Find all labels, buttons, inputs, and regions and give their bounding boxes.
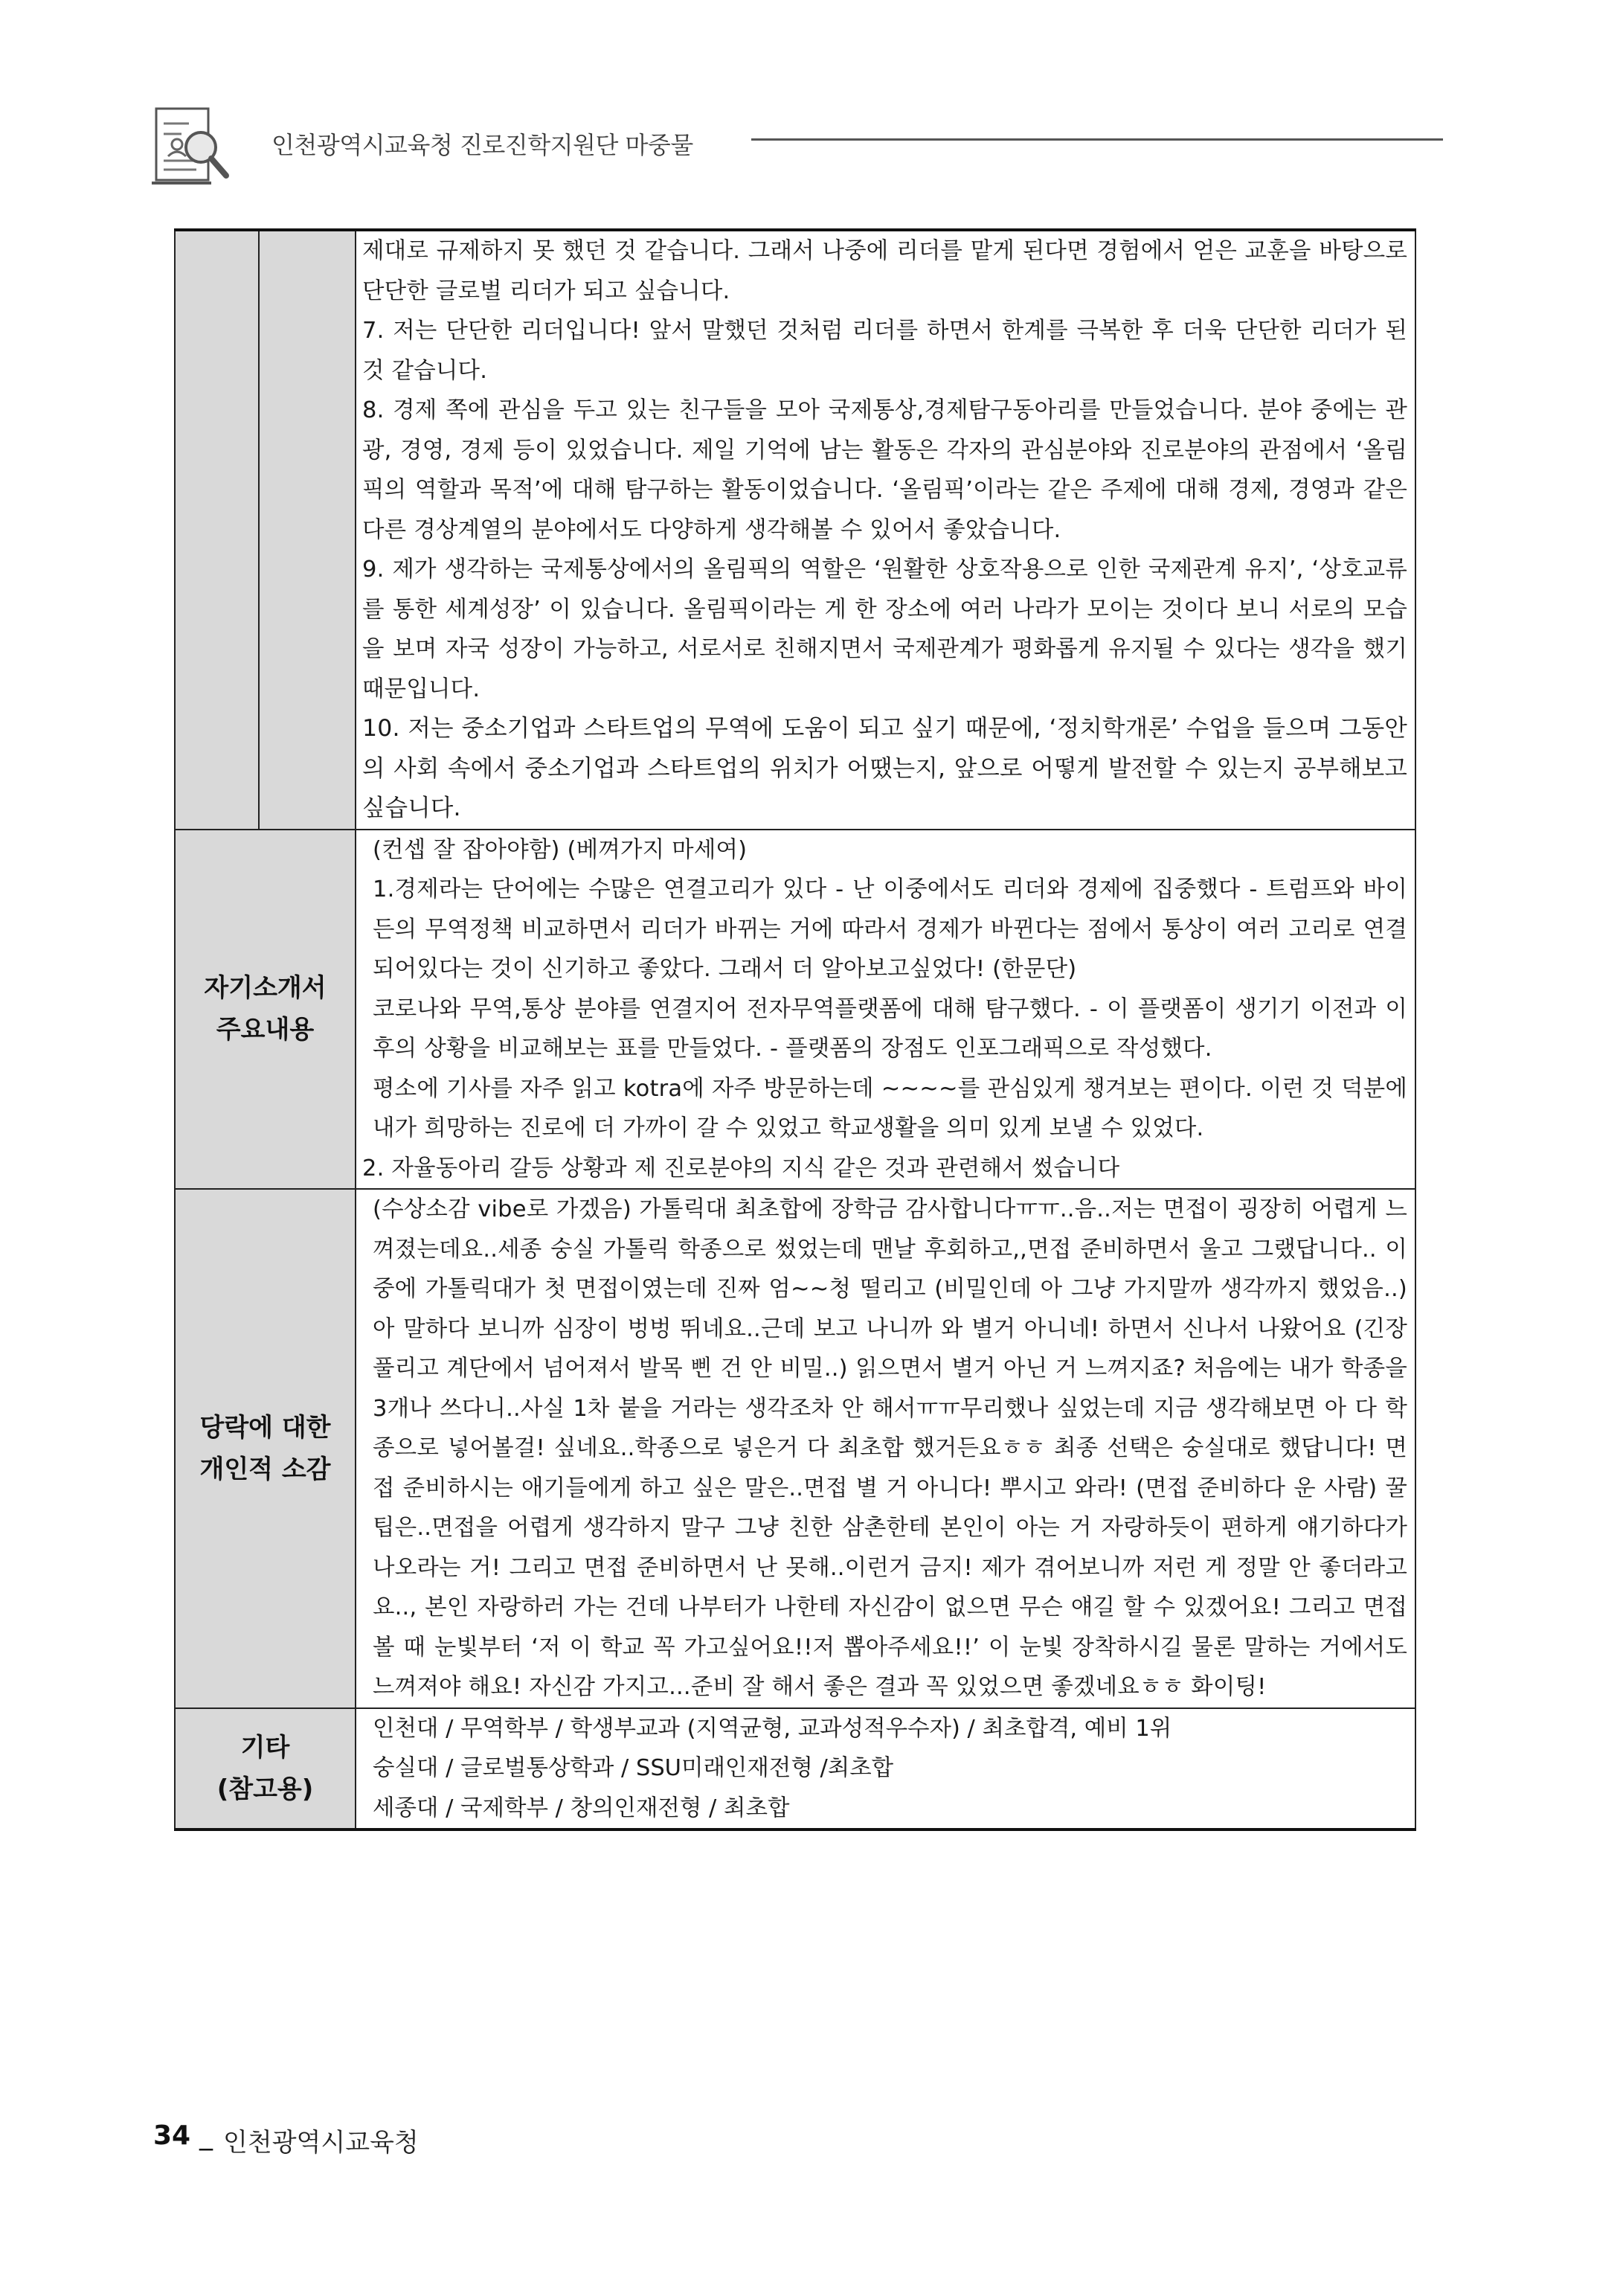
other-line-soongsil: 숭실대 / 글로벌통상학과 / SSU미래인재전형 /최초합: [373, 1755, 894, 1781]
continuation-paragraph-8: 8. 경제 쪽에 관심을 두고 있는 친구들을 모아 국제통상,경제탐구동아리를 만들었습니다. 분야 중에는 관광, 경영, 경제 등이 있었습니다. 제일 기억에 남는 활동은 각자의 관심분야와 진로분야의 관점에서 ‘올림픽의 역할과 목적’에 대해 탐구하는 활동이었습니다. ‘올림픽’이라는 같은 주제에 대해 경제, 경영과 같은 다른 경상계열의 분야에서도 다양하게 생각해볼 수 있어서 좋았습니다.: [362, 397, 1407, 543]
self-intro-paragraph-concept: (컨셉 잘 잡아야함) (베껴가지 마세여): [373, 836, 748, 863]
document-search-icon: [152, 101, 234, 189]
self-intro-paragraph-1: 1.경제라는 단어에는 수많은 연결고리가 있다 - 난 이중에서도 리더와 경제에 집중했다 - 트럼프와 바이든의 무역정책 비교하면서 리더가 바뀌는 거에 따라서 경제가 바뀐다는 점에서 통상이 여러 고리로 연결되어있다는 것이 신기하고 좋았다. 그래서 더 알아보고싶었다! (한문단): [373, 876, 1407, 982]
table-row-continuation: [175, 230, 1415, 830]
footer-publisher: 인천광역시교육청: [223, 2128, 419, 2158]
header-title: 인천광역시교육청 진로진학지원단 마중물: [271, 131, 693, 159]
continuation-paragraph-1: 제대로 규제하지 못 했던 것 같습니다. 그래서 나중에 리더를 맡게 된다면 경험에서 얻은 교훈을 바탕으로 단단한 글로벌 리더가 되고 싶습니다.: [362, 238, 1407, 304]
self-intro-paragraph-2: 2. 자율동아리 갈등 상황과 제 진로분야의 지식 같은 것과 관련해서 썼습니다: [362, 1155, 1120, 1181]
self-intro-content-cell: [356, 830, 1415, 1190]
continuation-paragraph-9: 9. 제가 생각하는 국제통상에서의 올림픽의 역할은 ‘원활한 상호작용으로 인한 국제관계 유지’, ‘상호교류를 통한 세계성장’ 이 있습니다. 올림픽이라는 게 한 장소에 여러 나라가 모이는 것이다 보니 서로의 모습을 보며 자국 성장이 가능하고, 서로서로 친해지면서 국제관계가 평화롭게 유지될 수 있다는 생각을 했기 때문입니다.: [362, 557, 1407, 702]
other-line-sejong: 세종대 / 국제학부 / 창의인재전형 / 최초합: [373, 1795, 790, 1821]
label-cell-empty-left: [175, 230, 259, 830]
other-line-incheon: 인천대 / 무역학부 / 학생부교과 (지역균형, 교과성적우수자) / 최초합격, 예비 1위: [373, 1715, 1172, 1742]
impression-label-line2: 개인적 소감: [199, 1454, 331, 1484]
impression-label: [175, 1189, 356, 1708]
page-number: 34: [153, 2120, 191, 2151]
header-divider: [751, 138, 1443, 141]
continuation-paragraph-7: 7. 저는 단단한 리더입니다! 앞서 말했던 것처럼 리더를 하면서 한계를 극복한 후 더욱 단단한 리더가 된 것 같습니다.: [362, 318, 1407, 384]
self-intro-paragraph-kotra: 평소에 기사를 자주 읽고 kotra에 자주 방문하는데 ~~~~를 관심있게 챙겨보는 편이다. 이런 것 덕분에 내가 희망하는 진로에 더 가까이 갈 수 있었고 학교생활을 의미 있게 보낼 수 있었다.: [373, 1075, 1407, 1141]
continuation-paragraph-10: 10. 저는 중소기업과 스타트업의 무역에 도움이 되고 싶기 때문에, ‘정치학개론’ 수업을 들으며 그동안의 사회 속에서 중소기업과 스타트업의 위치가 어땠는지, 앞으로 어떻게 발전할 수 있는지 공부해보고 싶습니다.: [362, 715, 1407, 821]
table-row-other: [175, 1708, 1415, 1830]
footer-separator: _: [199, 2120, 213, 2151]
other-label: [175, 1708, 356, 1830]
other-label-line2: (참고용): [216, 1774, 314, 1804]
other-label-line1: 기타: [240, 1732, 290, 1763]
impression-text: (수상소감 vibe로 가겠음) 가톨릭대 최초합에 장학금 감사합니다ㅠㅠ..음..저는 면접이 굉장히 어렵게 느껴졌는데요..세종 숭실 가톨릭 학종으로 썼었는데 맨날 후회하고,,면접 준비하면서 울고 그랬답니다.. 이 중에 가톨릭대가 첫 면접이였는데 진짜 엄~~청 떨리고 (비밀인데 아 그냥 가지말까 생각까지 했었음..) 아 말하다 보니까 심장이 벙벙 뛰네요..근데 보고 나니까 와 별거 아니네! 하면서 신나서 나왔어요 (긴장 풀리고 계단에서 넘어져서 발목 삔 건 안 비밀..) 읽으면서 별거 아닌 거 느껴지죠? 처음에는 내가 학종을 3개나 쓰다니..사실 1차 붙을 거라는 생각조차 안 해서ㅠㅠ무리했나 싶었는데 지금 생각해보면 아 다 학종으로 넣어볼걸! 싶네요..학종으로 넣은거 다 최초합 했거든요ㅎㅎ 최종 선택은 숭실대로 했답니다! 면접 준비하시는 애기들에게 하고 싶은 말은..면접 별 거 아니다! 뿌시고 와라! (면접 준비하다 운 사람) 꿀팁은..면접을 어렵게 생각하지 말구 그냥 친한 삼촌한테 본인이 아는 거 자랑하듯이 편하게 얘기하다가 나오라는 거! 그리고 면접 준비하면서 난 못해..이런거 금지! 제가 겪어보니까 저런 게 정말 안 좋더라고요.., 본인 자랑하러 가는 건데 나부터가 나한테 자신감이 없으면 무슨 얘길 할 수 있겠어요! 그리고 면접 볼 때 눈빛부터 ‘저 이 학교 꼭 가고싶어요!!저 뽑아주세요!!’ 이 눈빛 장착하시길 물론 말하는 거에서도 느껴져야 해요! 자신감 가지고...준비 잘 해서 좋은 결과 꼭 있었으면 좋겠네요ㅎㅎ 화이팅!: [373, 1196, 1407, 1700]
self-intro-label-line1: 자기소개서: [204, 973, 327, 1004]
self-intro-label: [175, 830, 356, 1190]
table-row-self-intro: [175, 830, 1415, 1190]
label-cell-empty-right: [259, 230, 356, 830]
other-content-cell: [356, 1708, 1415, 1830]
impression-label-line1: 당락에 대한: [199, 1412, 331, 1443]
self-intro-paragraph-corona: 코로나와 무역,통상 분야를 연결지어 전자무역플랫폼에 대해 탐구했다. - 이 플랫폼이 생기기 이전과 이후의 상황을 비교해보는 표를 만들었다. - 플랫폼의 장점도 인포그래픽으로 작성했다.: [373, 995, 1407, 1062]
impression-content-cell: [356, 1189, 1415, 1708]
table-row-impression: [175, 1189, 1415, 1708]
self-intro-label-line2: 주요내용: [216, 1015, 315, 1045]
continuation-content-cell: [356, 230, 1415, 830]
application-summary-table: [174, 228, 1416, 1831]
